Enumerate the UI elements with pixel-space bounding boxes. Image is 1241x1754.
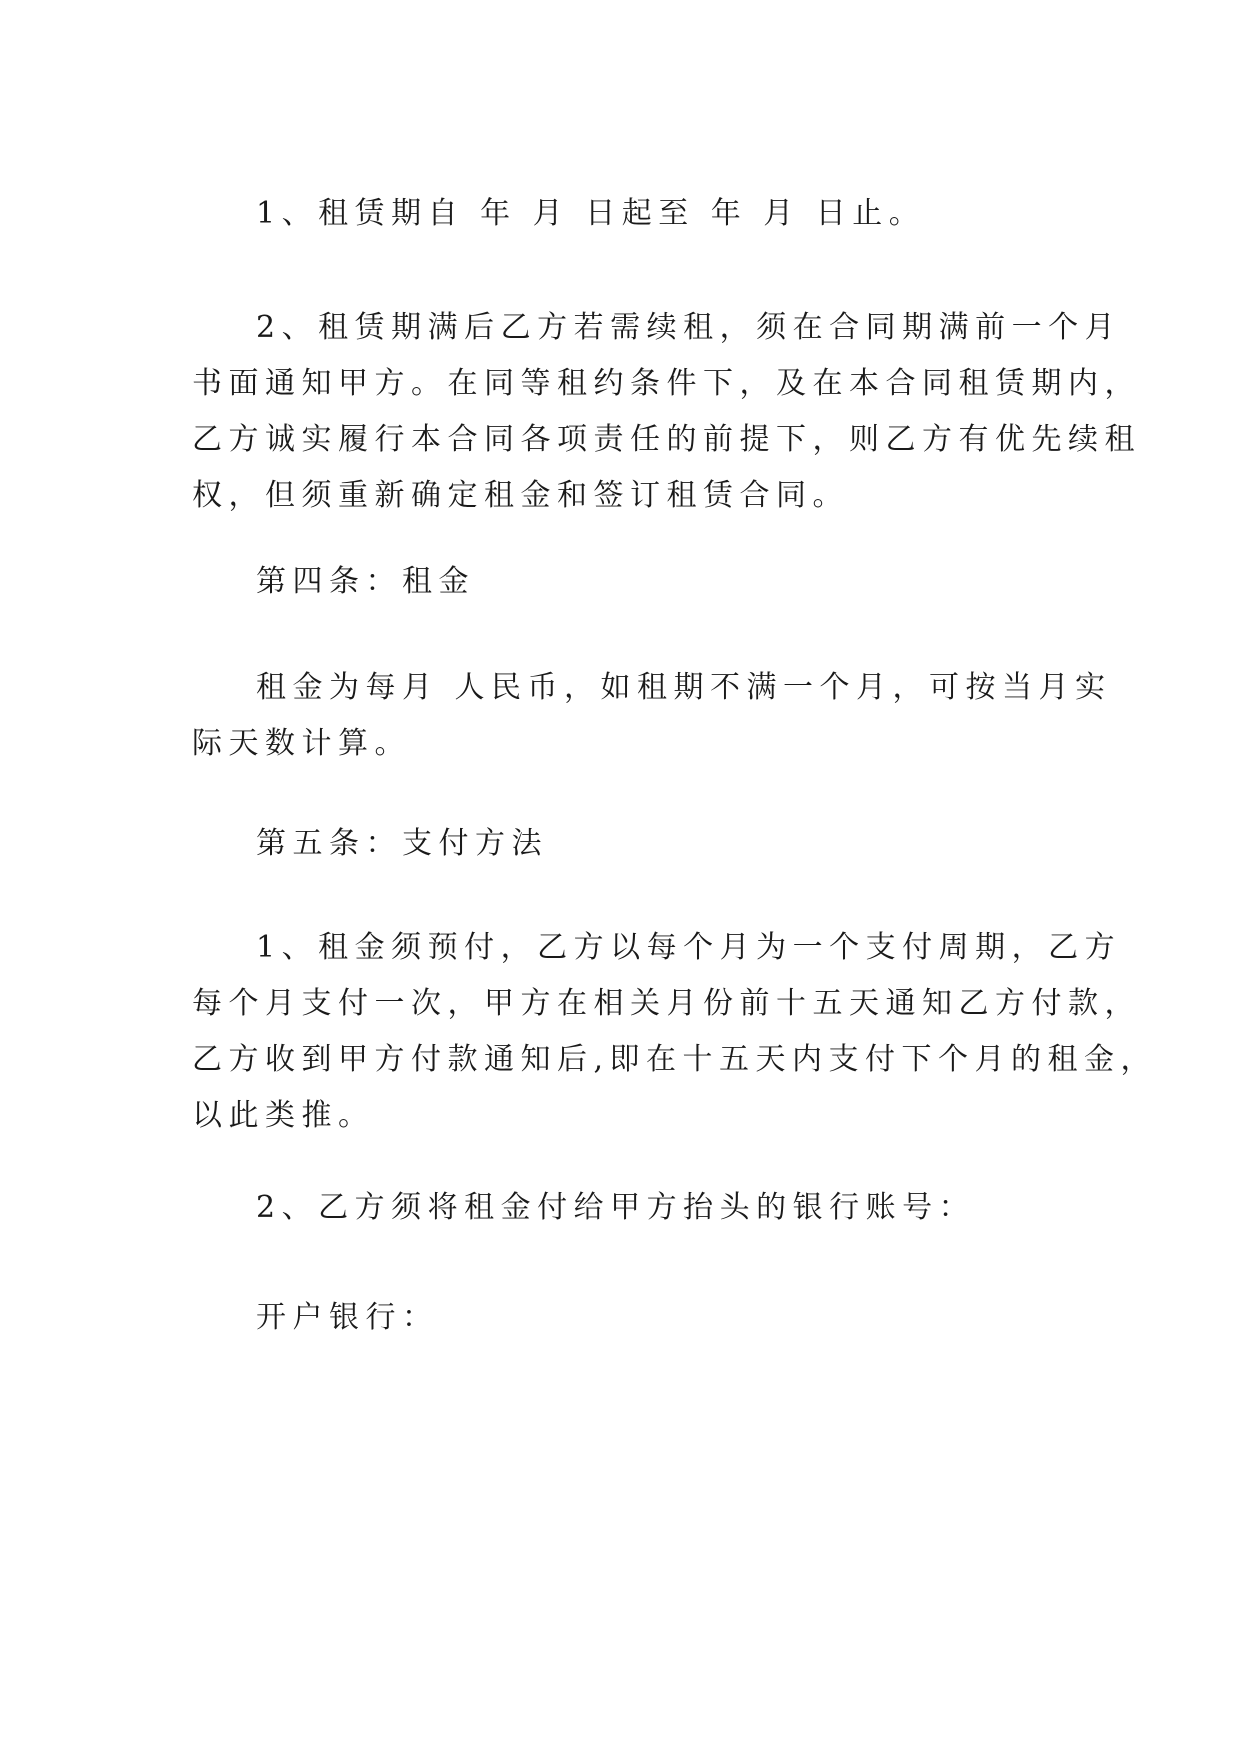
paragraph-line: 乙方诚实履行本合同各项责任的前提下，则乙方有优先续租 [192, 422, 1141, 457]
article5-heading [192, 816, 1052, 872]
term3-item1-paragraph [192, 186, 1052, 242]
article5-item1-paragraph [192, 920, 1158, 1144]
paragraph-line: 乙方收到甲方付款通知后,即在十五天内支付下个月的租金， [192, 1042, 1158, 1077]
section-heading: 第四条：租金 [256, 564, 475, 599]
paragraph-line: 2、租赁期满后乙方若需续租，须在合同期满前一个月 [256, 310, 1122, 345]
paragraph-line: 书面通知甲方。在同等租约条件下，及在本合同租赁期内， [192, 366, 1141, 401]
section-heading: 第五条：支付方法 [256, 826, 548, 861]
article4-heading [192, 554, 1052, 610]
paragraph-line: 租金为每月 人民币，如租期不满一个月，可按当月实 [256, 670, 1112, 705]
article5-item2-paragraph [192, 1180, 1052, 1236]
paragraph-line: 1、租金须预付，乙方以每个月为一个支付周期，乙方 [256, 930, 1122, 965]
paragraph-line: 以此类推。 [192, 1098, 375, 1133]
paragraph-line: 每个月支付一次，甲方在相关月份前十五天通知乙方付款， [192, 986, 1141, 1021]
paragraph-line: 1、租赁期自 年 月 日起至 年 月 日止。 [256, 196, 926, 231]
bank-label-paragraph [192, 1290, 1052, 1346]
paragraph-line: 际天数计算。 [192, 726, 411, 761]
term3-item2-paragraph [192, 300, 1141, 524]
article4-body-paragraph [192, 660, 1112, 772]
paragraph-line: 2、乙方须将租金付给甲方抬头的银行账号： [256, 1190, 976, 1225]
paragraph-line: 权，但须重新确定租金和签订租赁合同。 [192, 478, 849, 513]
paragraph-line: 开户银行： [256, 1300, 439, 1335]
